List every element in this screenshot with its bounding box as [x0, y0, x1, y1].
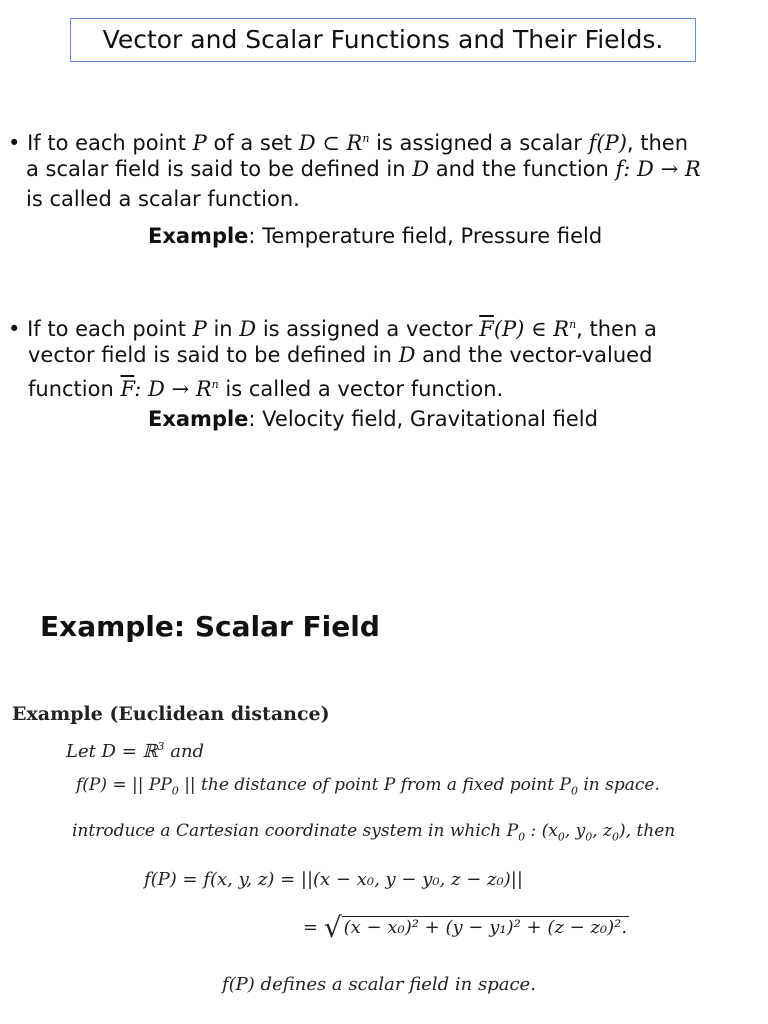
text: introduce a Cartesian coordinate system in which P [72, 821, 519, 841]
text: in space. [577, 775, 660, 795]
tex-head-rest: (Euclidean distance) [109, 703, 330, 725]
text: = [303, 917, 324, 938]
text: , then a [576, 317, 657, 341]
vector-example [148, 407, 598, 431]
slide-title: Vector and Scalar Functions and Their Fields. [70, 18, 696, 62]
text: of a set [206, 131, 299, 155]
math-fP: f(P) [588, 131, 627, 155]
tex-example-heading [12, 703, 330, 725]
text: a scalar field is said to be defined in [26, 157, 413, 181]
math-D: D [298, 131, 316, 155]
text: If to each point [27, 317, 193, 341]
text: 0 [171, 784, 179, 798]
math-FP: (P) ∈ R [493, 317, 570, 341]
example-label: Example [148, 407, 249, 431]
math-P: P [192, 317, 207, 341]
text: function [28, 377, 121, 401]
text: 0 [570, 784, 578, 798]
text: , y [564, 821, 586, 841]
text: in [206, 317, 240, 341]
tex-intro-line [72, 821, 675, 843]
example-label: Example [148, 224, 249, 248]
sqrt-symbol: √ [323, 911, 342, 944]
scalar-field-heading: Example: Scalar Field [40, 610, 380, 643]
math-D: D [412, 157, 430, 181]
text: 0 [612, 830, 620, 844]
tex-fdef-line [76, 775, 660, 797]
text: vector field is said to be defined in [28, 343, 399, 367]
text: 0 [518, 830, 526, 844]
bullet-scalar-line-2 [26, 154, 701, 184]
bullet-vector-line-1 [8, 310, 657, 344]
bullet-scalar-line-1 [8, 124, 688, 158]
text: 0 [557, 830, 565, 844]
text: and the vector-valued [415, 343, 653, 367]
text: || the distance of point P from a fixed point P [178, 775, 571, 795]
math-subset: ⊂ [315, 131, 347, 155]
math-n: n [362, 132, 370, 145]
math-fmap: f: D → R [615, 157, 701, 181]
math-Fmap: : D → R [134, 377, 212, 401]
example-text: : Velocity field, Gravitational field [248, 407, 598, 431]
math-n: n [569, 318, 577, 331]
math-R: R [346, 131, 363, 155]
text: and the function [429, 157, 616, 181]
text: Let D = ℝ [66, 741, 158, 762]
math-n: n [211, 378, 219, 391]
text: 3 [157, 740, 165, 753]
tex-final-line: f(P) defines a scalar field in space. [222, 974, 536, 995]
text: and [164, 741, 205, 762]
math-P: P [192, 131, 207, 155]
bullet-dot: • [8, 131, 21, 155]
bullet-scalar-line-3: is called a scalar function. [26, 187, 300, 211]
text: is assigned a scalar [369, 131, 589, 155]
text: : (x [525, 821, 558, 841]
sqrt-content: (x − x₀)² + (y − y₁)² + (z − z₀)². [343, 917, 628, 938]
text: ), then [619, 821, 676, 841]
text: 0 [585, 830, 593, 844]
text: , then [626, 131, 689, 155]
tex-let-line [66, 740, 204, 762]
example-text: : Temperature field, Pressure field [248, 224, 603, 248]
math-Fbar: $\overline{F}$ [120, 377, 135, 401]
tex-head-bold: Example [12, 703, 110, 725]
tex-eq1: f(P) = f(x, y, z) = ||(x − x₀, y − y₀, z − z₀)|| [144, 869, 523, 890]
math-D: D [398, 343, 416, 367]
bullet-vector-line-2 [28, 340, 652, 370]
text: f(P) = || PP [76, 775, 172, 795]
text: is called a vector function. [218, 377, 504, 401]
math-Fbar: $\overline{F}$ [479, 317, 494, 341]
math-D: D [239, 317, 257, 341]
bullet-dot: • [8, 317, 21, 341]
text: If to each point [27, 131, 193, 155]
tex-eq2 [303, 911, 629, 944]
text: is assigned a vector [256, 317, 480, 341]
text: , z [592, 821, 613, 841]
scalar-example [148, 224, 602, 248]
bullet-vector-line-3 [28, 370, 503, 404]
